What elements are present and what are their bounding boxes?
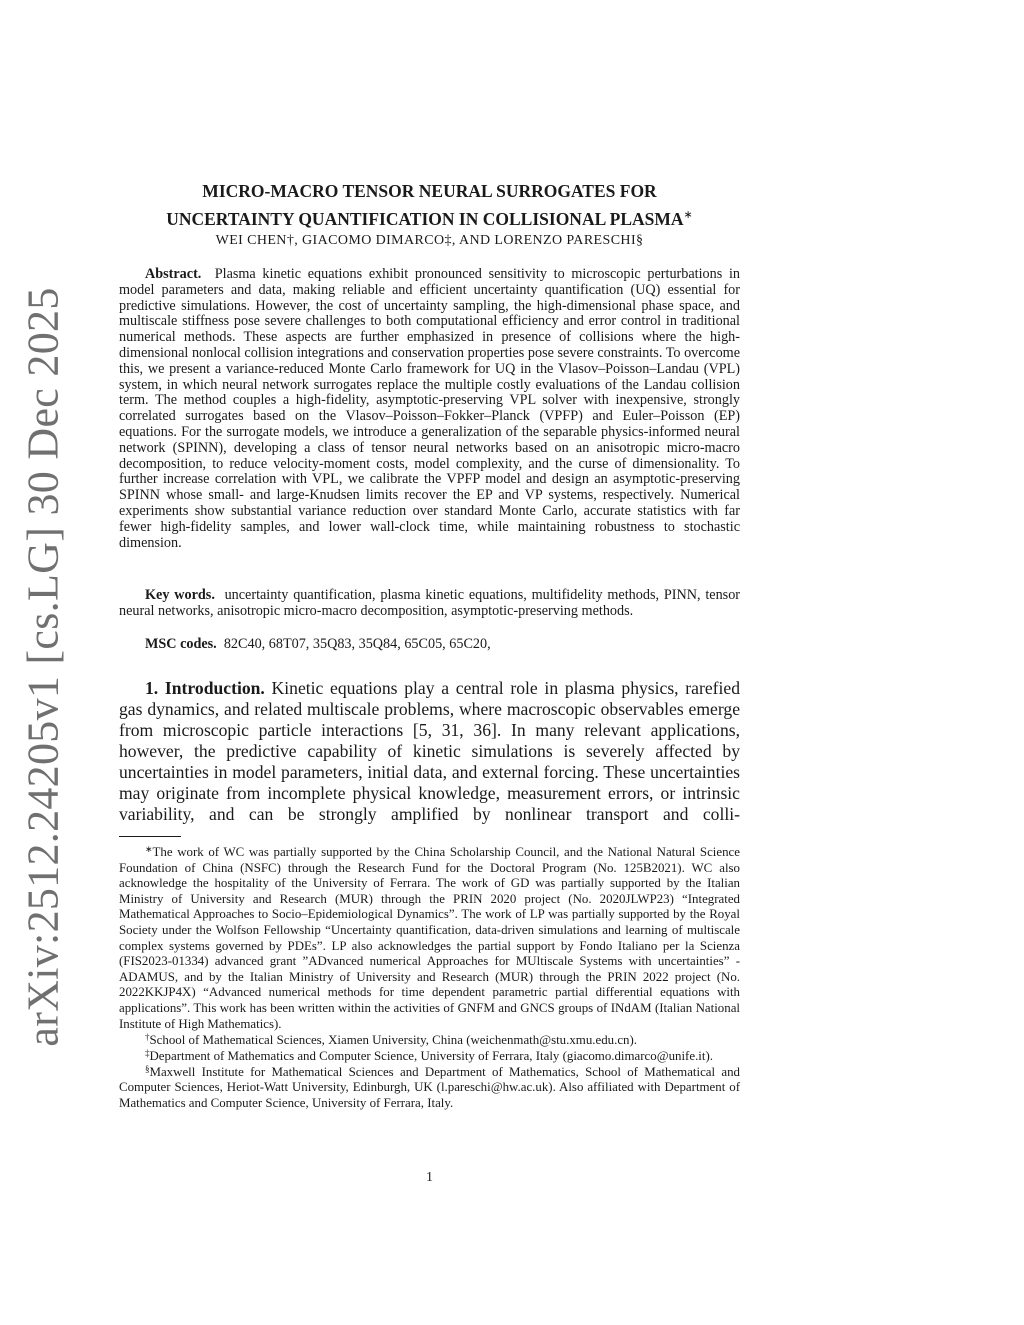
footnote-text: School of Mathematical Sciences, Xiamen University, China (weichenmath@stu.xmu.edu.cn).	[149, 1032, 638, 1047]
footnotes	[119, 845, 740, 1112]
title-footnote-marker: ∗	[683, 209, 693, 221]
msc-codes	[119, 637, 740, 653]
footnote-affiliation-pareschi	[119, 1065, 740, 1112]
title-line-2-text: UNCERTAINTY QUANTIFICATION IN COLLISIONAL PLASMA	[166, 208, 684, 229]
arxiv-identifier: arXiv:2512.24205v1 [cs.LG] 30 Dec 2025	[18, 287, 68, 1047]
footnote-marker: ‡	[145, 1047, 150, 1058]
title-line-1: MICRO-MACRO TENSOR NEURAL SURROGATES FOR	[202, 181, 657, 201]
footnote-affiliation-chen	[119, 1033, 740, 1049]
footnote-text: Department of Mathematics and Computer Science, University of Ferrara, Italy (giacomo.dimarco@unife.it).	[149, 1048, 713, 1063]
author-list: WEI CHEN†, GIACOMO DIMARCO‡, AND LORENZO PARESCHI§	[215, 233, 644, 248]
page-number: 1	[426, 1170, 433, 1185]
footnote-text: The work of WC was partially supported by the China Scholarship Council, and the National Natural Science Foundation of China (NSFC) through the Research Fund for the Doctoral Program (No. 125B2021). WC also acknowledge the hospitality of the University of Ferrara. The work of GD was partially supported by the Italian Ministry of University and Research (MUR) through the PRIN 2020 project (No. 2020JLWP23) “Integrated Mathematical Approaches to Socio–Epidemiological Dynamics”. The work of LP was partially supported by the Royal Society under the Wolfson Fellowship “Uncertainty quantification, data-driven simulations and learning of multiscale complex systems governed by PDEs”. LP also acknowledges the partial support by Fondo Italiano per la Scienza (FIS2023-01334) advanced grant ”ADvanced numerical Approaches for MUltiscale Systems with uncertainties” - ADAMUS, and by the Italian Ministry of University and Research (MUR) through the PRIN 2022 project (No. 2022KKJP4X) “Advanced numerical methods for time dependent parametric partial differential equations with applications”. This work has been written within the activities of GNFM and GNCS groups of INdAM (Italian National Institute of High Mathematics).	[119, 845, 740, 1031]
keywords-text: uncertainty quantification, plasma kinetic equations, multifidelity methods, PINN, tensor neural networks, anisotropic micro-macro decomposition, asymptotic-preserving methods.	[119, 587, 741, 619]
msc-label: MSC codes.	[145, 636, 217, 652]
introduction-text: Kinetic equations play a central role in plasma physics, rarefied gas dynamics, and related multiscale problems, where macroscopic observables emerge from microscopic particle interactions [5, 31, 36]. In many relevant applications, however, the predictive capability of kinetic simulations is severely affected by uncertainties in model parameters, initial data, and external forcing. These uncertainties may originate from incomplete physical knowledge, measurement errors, or intrinsic variability, and can be strongly amplified by nonlinear transport and colli-	[119, 678, 740, 824]
footnote-text: Maxwell Institute for Mathematical Sciences and Department of Mathematics, School of Mathematical and Computer Sciences, Heriot-Watt University, Edinburgh, UK (l.pareschi@hw.ac.uk). Also affiliated with Department of Mathematics and Computer Science, University of Ferrara, Italy.	[119, 1064, 740, 1110]
abstract-label: Abstract.	[145, 266, 202, 282]
title-line-2	[119, 203, 740, 231]
paper-title	[119, 179, 740, 231]
keywords	[119, 588, 740, 620]
footnote-affiliation-dimarco	[119, 1049, 740, 1065]
introduction-section	[119, 678, 740, 825]
abstract	[119, 267, 740, 551]
footnote-marker: ∗	[145, 844, 153, 854]
msc-text: 82C40, 68T07, 35Q83, 35Q84, 65C05, 65C20,	[223, 636, 491, 652]
abstract-text: Plasma kinetic equations exhibit pronounced sensitivity to microscopic perturbations in model parameters and data, making reliable and efficient uncertainty quantification (UQ) essential for predictive simulations. However, the cost of uncertainty sampling, the high-dimensional phase space, and multiscale stiffness pose severe challenges to both computational efficiency and error control in traditional numerical methods. These aspects are further emphasized in presence of collisions where the high-dimensional nonlocal collision integrations and conservation properties pose severe constraints. To overcome this, we present a variance-reduced Monte Carlo framework for UQ in the Vlasov–Poisson–Landau (VPL) system, in which neural network surrogates replace the multiple costly evaluations of the Landau collision term. The method couples a high-fidelity, asymptotic-preserving VPL solver with inexpensive, strongly correlated surrogates based on the Vlasov–Poisson–Fokker–Planck (VPFP) and Euler–Poisson (EP) equations. For the surrogate models, we introduce a generalization of the separable physics-informed neural network (SPINN), developing a class of tensor neural networks based on an anisotropic micro-macro decomposition, to reduce velocity-moment costs, model complexity, and the curse of dimensionality. To further increase correlation with VPL, we calibrate the VPFP model and design an asymptotic-preserving SPINN whose small- and large-Knudsen limits recover the EP and VP systems, respectively. Numerical experiments show substantial variance reduction over standard Monte Carlo, accurate statistics with far fewer high-fidelity samples, and lower wall-clock time, while maintaining robustness to stochastic dimension.	[119, 266, 740, 551]
keywords-label: Key words.	[145, 587, 215, 603]
arxiv-stamp	[0, 0, 68, 1325]
footnote-marker: §	[145, 1063, 150, 1074]
introduction-heading: 1. Introduction.	[145, 678, 265, 698]
footnote-marker: †	[145, 1031, 150, 1042]
footnote-funding	[119, 845, 740, 1032]
footnote-divider	[119, 836, 181, 837]
